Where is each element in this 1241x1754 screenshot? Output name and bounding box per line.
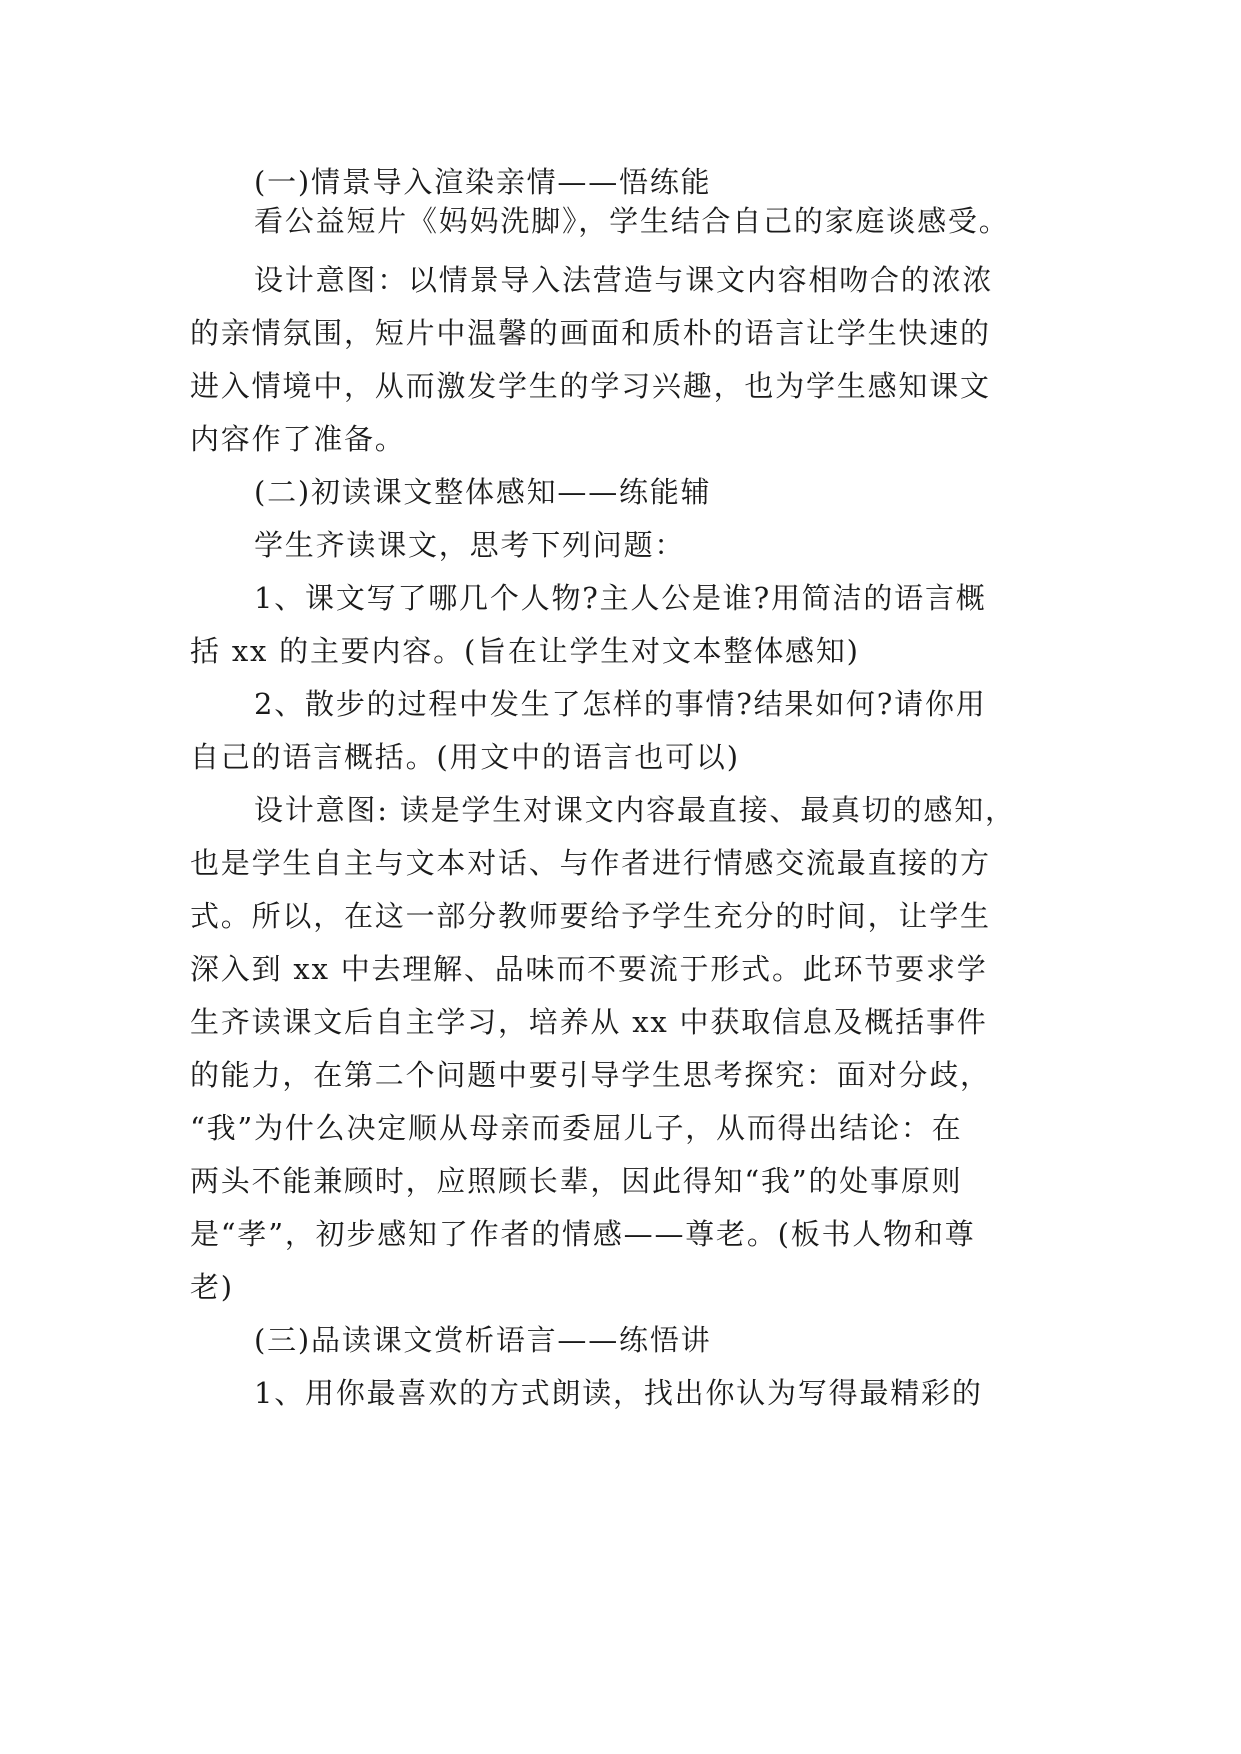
paragraph-line: 括 xx 的主要内容。(旨在让学生对文本整体感知) [190,634,860,668]
section-heading-2: (二)初读课文整体感知——练能辅 [254,475,712,509]
paragraph-line: 式。所以，在这一部分教师要给予学生充分的时间，让学生 [190,899,991,933]
paragraph-line: 也是学生自主与文本对话、与作者进行情感交流最直接的方 [190,846,991,880]
paragraph-line: 的能力，在第二个问题中要引导学生思考探究：面对分歧， [190,1058,991,1092]
question-1-line: 1、课文写了哪几个人物?主人公是谁?用简洁的语言概 [254,581,987,615]
paragraph-line: 的亲情氛围，短片中温馨的画面和质朴的语言让学生快速的 [190,316,991,350]
paragraph-line: 学生齐读课文，思考下列问题： [254,528,686,562]
paragraph-line: 设计意图: 读是学生对课文内容最直接、最真切的感知， [254,793,1016,827]
paragraph-line: 两头不能兼顾时，应照顾长辈，因此得知“我”的处事原则 [190,1164,963,1198]
paragraph-line: 老) [190,1270,234,1304]
section-heading-3: (三)品读课文赏析语言——练悟讲 [254,1323,712,1357]
paragraph-line: 设计意图：以情景导入法营造与课文内容相吻合的浓浓 [254,263,994,297]
paragraph-line: 自己的语言概括。(用文中的语言也可以) [190,740,740,774]
paragraph-line: 生齐读课文后自主学习，培养从 xx 中获取信息及概括事件 [190,1005,988,1039]
paragraph-line: 进入情境中，从而激发学生的学习兴趣，也为学生感知课文 [190,369,991,403]
paragraph-line: 内容作了准备。 [190,422,406,456]
paragraph-line: 1、用你最喜欢的方式朗读，找出你认为写得最精彩的 [254,1376,983,1410]
paragraph-line: 是“孝”，初步感知了作者的情感——尊老。(板书人物和尊 [190,1217,976,1251]
paragraph-line: 深入到 xx 中去理解、品味而不要流于形式。此环节要求学 [190,952,988,986]
section-heading-1: (一)情景导入渲染亲情——悟练能 [254,165,712,199]
paragraph-line: “我”为什么决定顺从母亲而委屈儿子，从而得出结论：在 [190,1111,963,1145]
question-2-line: 2、散步的过程中发生了怎样的事情?结果如何?请你用 [254,687,987,721]
paragraph-line: 看公益短片《妈妈洗脚》，学生结合自己的家庭谈感受。 [254,204,1010,238]
